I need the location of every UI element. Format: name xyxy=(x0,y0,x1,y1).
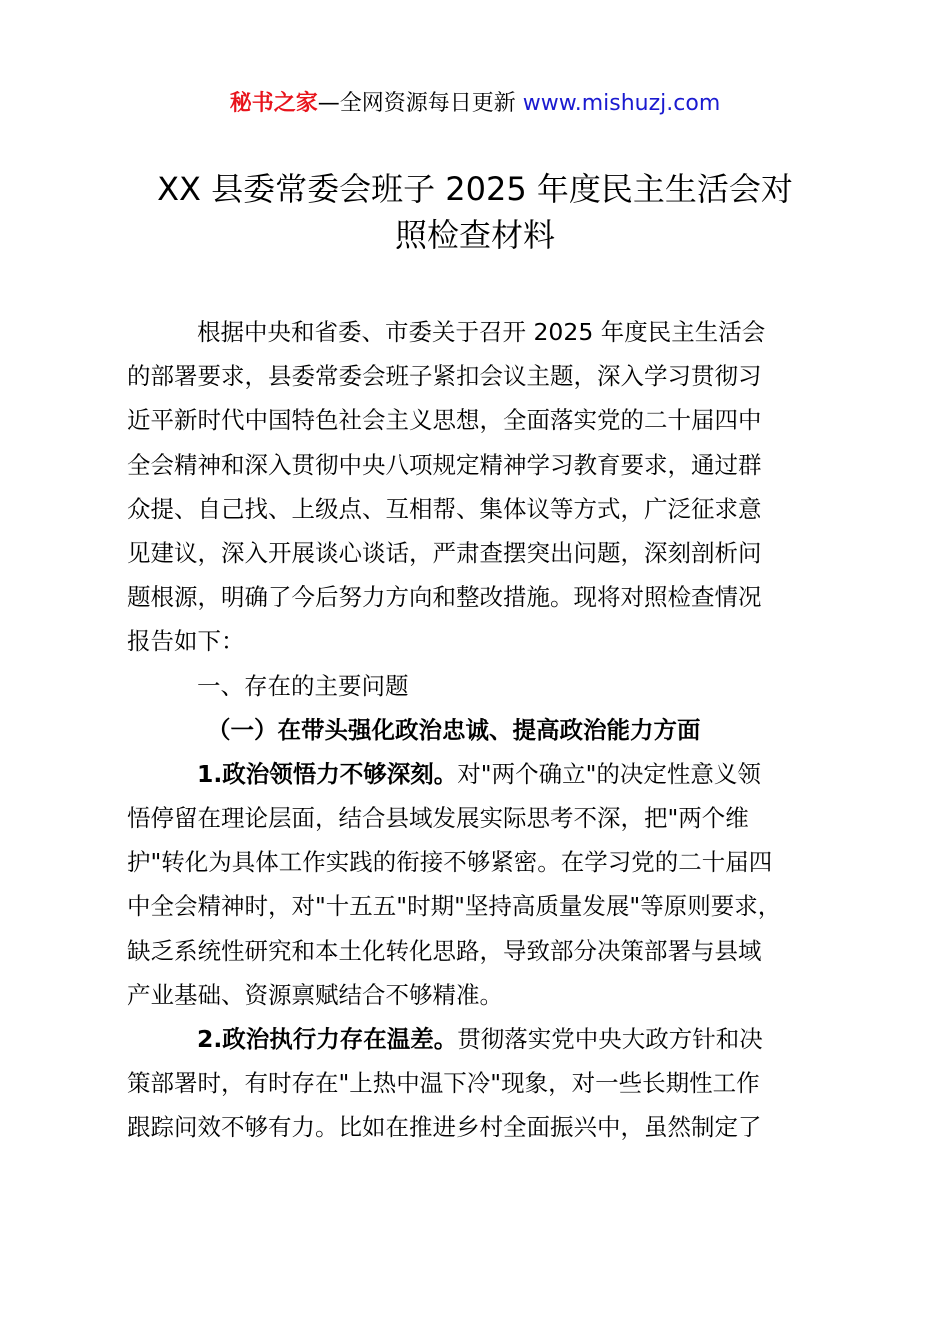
site-header xyxy=(0,88,950,120)
item-1-line: 中全会精神时，对"十五五"时期"坚持高质量发展"等原则要求， xyxy=(127,892,782,921)
document-body xyxy=(127,310,837,1150)
intro-line: 全会精神和深入贯彻中央八项规定精神学习教育要求，通过群 xyxy=(127,450,762,479)
item-1-text: 对"两个确立"的决定性意义领 xyxy=(457,759,761,788)
intro-line: 见建议，深入开展谈心谈话，严肃查摆突出问题，深刻剖析问 xyxy=(127,538,762,567)
item-2-heading: 2.政治执行力存在温差。 xyxy=(197,1025,458,1053)
intro-line: 近平新时代中国特色社会主义思想，全面落实党的二十届四中 xyxy=(127,406,762,435)
subsection-heading: （一）在带头强化政治忠诚、提高政治能力方面 xyxy=(207,715,701,744)
item-2-line: 策部署时，有时存在"上热中温下冷"现象，对一些长期性工作 xyxy=(127,1069,760,1098)
intro-line: 题根源，明确了今后努力方向和整改措施。现将对照检查情况 xyxy=(127,583,762,612)
item-1-first-line xyxy=(127,752,837,796)
item-2-line: 跟踪问效不够有力。比如在推进乡村全面振兴中，虽然制定了 xyxy=(127,1113,762,1142)
site-url-link[interactable]: www.mishuzj.com xyxy=(522,91,721,116)
section-heading: 一、存在的主要问题 xyxy=(197,671,409,700)
intro-line: 的部署要求，县委常委会班子紧扣会议主题，深入学习贯彻习 xyxy=(127,362,762,391)
document-title xyxy=(0,166,950,258)
item-1-line: 护"转化为具体工作实践的衔接不够紧密。在学习党的二十届四 xyxy=(127,848,773,877)
intro-line: 众提、自己找、上级点、互相帮、集体议等方式，广泛征求意 xyxy=(127,494,762,523)
header-slogan: —全网资源每日更新 xyxy=(317,91,523,116)
item-2-first-line xyxy=(127,1017,837,1061)
intro-line: 根据中央和省委、市委关于召开 2025 年度民主生活会 xyxy=(197,318,766,346)
title-line-1: XX 县委常委会班子 2025 年度民主生活会对 xyxy=(157,170,793,208)
intro-line: 报告如下： xyxy=(127,627,245,656)
item-2-text: 贯彻落实党中央大政方针和决 xyxy=(457,1025,763,1053)
item-1-heading: 1.政治领悟力不够深刻。 xyxy=(197,759,458,788)
item-1-line: 缺乏系统性研究和本土化转化思路，导致部分决策部署与县域 xyxy=(127,936,762,965)
item-1-line: 悟停留在理论层面，结合县域发展实际思考不深，把"两个维 xyxy=(127,804,749,833)
brand-name: 秘书之家 xyxy=(229,91,318,116)
item-1-line: 产业基础、资源禀赋结合不够精准。 xyxy=(127,980,503,1009)
title-line-2: 照检查材料 xyxy=(394,216,555,254)
